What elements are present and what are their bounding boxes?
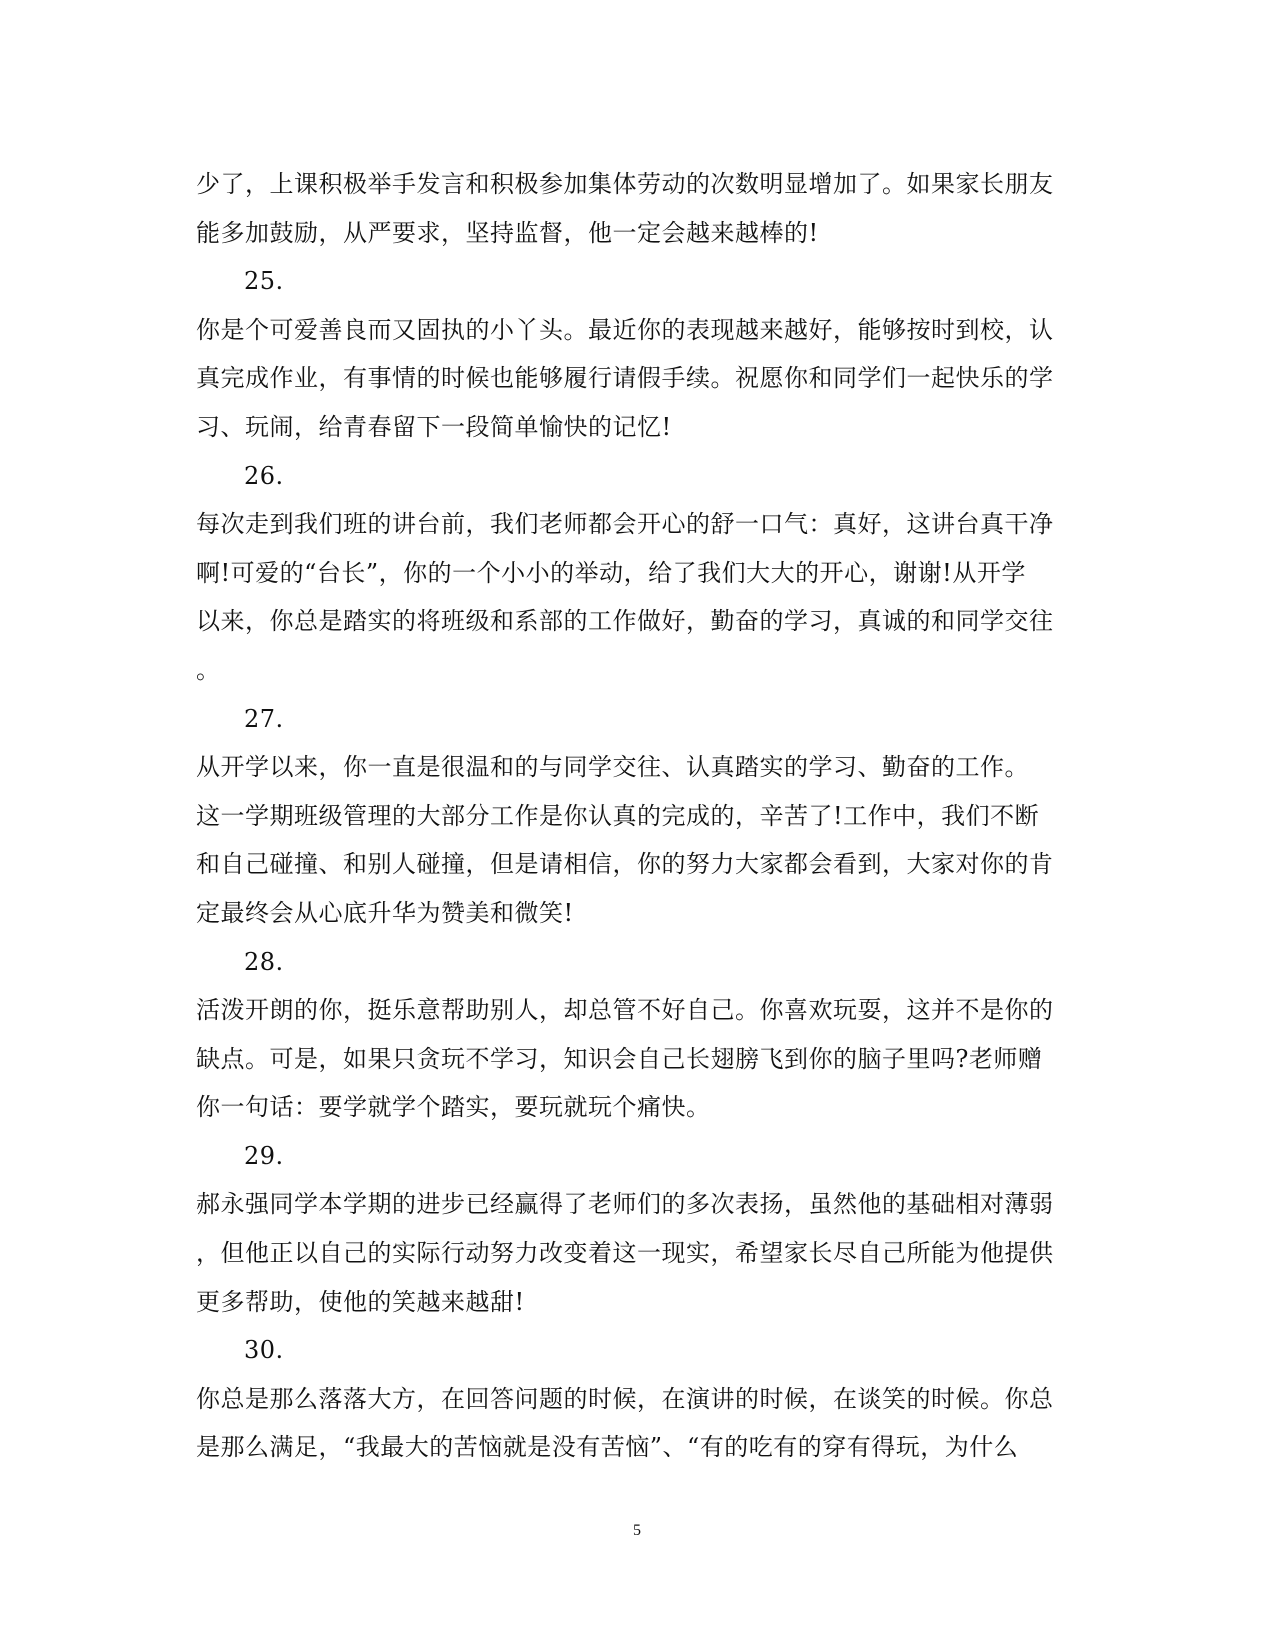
text-line: 以来，你总是踏实的将班级和系部的工作做好，勤奋的学习，真诚的和同学交往 bbox=[196, 607, 1054, 636]
text-line: 更多帮助，使他的笑越来越甜! bbox=[196, 1287, 525, 1316]
text-line: 啊!可爱的“台长”，你的一个小小的举动，给了我们大大的开心，谢谢!从开学 bbox=[196, 558, 1026, 587]
body-text bbox=[196, 160, 1076, 1472]
text-line: 你总是那么落落大方，在回答问题的时候，在演讲的时候，在谈笑的时候。你总 bbox=[196, 1384, 1054, 1413]
item-number: 28. bbox=[244, 947, 284, 976]
text-line: 你一句话：要学就学个踏实，要玩就玩个痛快。 bbox=[196, 1093, 711, 1122]
text-line: 真完成作业，有事情的时候也能够履行请假手续。祝愿你和同学们一起快乐的学 bbox=[196, 364, 1054, 393]
item-number: 26. bbox=[244, 461, 284, 490]
page-number: 5 bbox=[633, 1522, 641, 1539]
text-line: 活泼开朗的你，挺乐意帮助别人，却总管不好自己。你喜欢玩耍，这并不是你的 bbox=[196, 996, 1054, 1025]
item-number: 29. bbox=[244, 1141, 284, 1170]
text-line: 从开学以来，你一直是很温和的与同学交往、认真踏实的学习、勤奋的工作。 bbox=[196, 753, 1029, 782]
text-line: 少了，上课积极举手发言和积极参加集体劳动的次数明显增加了。如果家长朋友 bbox=[196, 170, 1054, 198]
text-line: ，但他正以自己的实际行动努力改变着这一现实，希望家长尽自己所能为他提供 bbox=[196, 1239, 1054, 1268]
text-line: 是那么满足，“我最大的苦恼就是没有苦恼”、“有的吃有的穿有得玩，为什么 bbox=[196, 1433, 1019, 1462]
text-line: 这一学期班级管理的大部分工作是你认真的完成的，辛苦了!工作中，我们不断 bbox=[196, 801, 1040, 830]
text-line: 每次走到我们班的讲台前，我们老师都会开心的舒一口气：真好，这讲台真干净 bbox=[196, 510, 1054, 539]
text-line: 缺点。可是，如果只贪玩不学习，知识会自己长翅膀飞到你的脑子里吗?老师赠 bbox=[196, 1044, 1043, 1073]
text-line: 。 bbox=[196, 655, 221, 684]
text-line: 能多加鼓励，从严要求，坚持监督，他一定会越来越棒的! bbox=[196, 218, 819, 247]
text-line: 和自己碰撞、和别人碰撞，但是请相信，你的努力大家都会看到，大家对你的肯 bbox=[196, 850, 1054, 879]
text-line: 郝永强同学本学期的进步已经赢得了老师们的多次表扬，虽然他的基础相对薄弱 bbox=[196, 1190, 1054, 1219]
text-line: 你是个可爱善良而又固执的小丫头。最近你的表现越来越好，能够按时到校，认 bbox=[196, 315, 1054, 344]
text-line: 习、玩闹，给青春留下一段简单愉快的记忆! bbox=[196, 412, 672, 441]
text-line: 定最终会从心底升华为赞美和微笑! bbox=[196, 898, 574, 927]
item-number: 25. bbox=[244, 267, 284, 296]
item-number: 27. bbox=[244, 704, 284, 733]
item-number: 30. bbox=[244, 1336, 284, 1365]
